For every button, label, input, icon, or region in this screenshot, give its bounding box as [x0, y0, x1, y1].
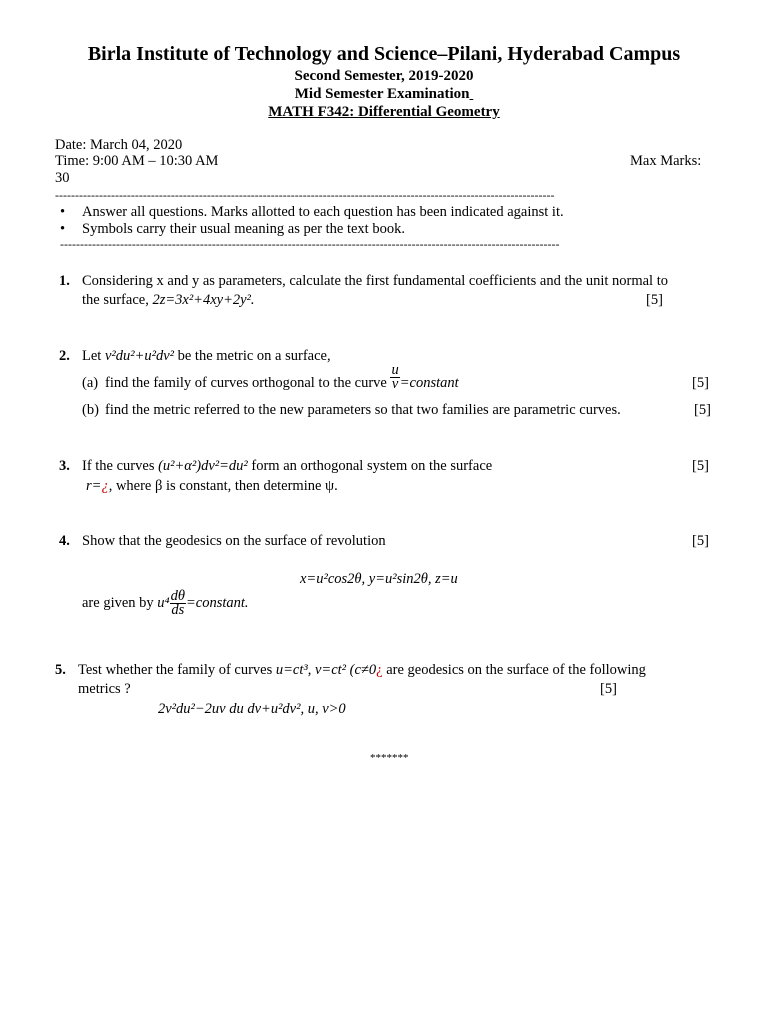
- question-4-constant: =constant.: [185, 595, 249, 611]
- question-3-marks: [5]: [692, 458, 709, 474]
- question-2-metric: v²du²+u²dv²: [104, 348, 174, 364]
- question-1-number: 1.: [59, 273, 70, 289]
- question-3-text: If the curves: [82, 458, 155, 474]
- semester-line: Second Semester, 2019-2020: [294, 68, 474, 84]
- question-2a: [105, 362, 459, 393]
- question-5-glyph: ¿: [376, 662, 383, 678]
- instruction-text: Symbols carry their usual meaning as per the text book.: [82, 221, 405, 237]
- bullet-icon: •: [60, 221, 66, 237]
- question-1-surface-label: the surface,: [82, 292, 149, 308]
- question-4-equation: x=u²cos2θ, y=u²sin2θ, z=u: [300, 571, 458, 587]
- bullet-icon: •: [60, 204, 66, 220]
- exam-name: Mid Semester Examination: [294, 86, 470, 102]
- question-1-marks: [5]: [646, 292, 663, 308]
- question-2-intro: [82, 348, 331, 365]
- institute-title: Birla Institute of Technology and Science–Pilani, Hyderabad Campus: [87, 43, 681, 65]
- question-1-text: Considering x and y as parameters, calculate the first fundamental coefficients and the unit normal to: [82, 273, 668, 289]
- question-2a-marks: [5]: [692, 375, 709, 391]
- question-3-number: 3.: [59, 458, 70, 474]
- fraction-numerator: dθ: [170, 588, 185, 604]
- separator-bottom: -----------------------------------------------------------------------------------------------------------------------------: [60, 237, 560, 251]
- question-4-number: 4.: [59, 533, 70, 549]
- instruction-item: [60, 204, 564, 221]
- question-4-text: Show that the geodesics on the surface of revolution: [82, 533, 386, 549]
- question-5-line2: metrics ?: [78, 681, 131, 697]
- fraction-denominator: ds: [171, 602, 185, 618]
- max-marks-value: 30: [55, 170, 70, 186]
- question-3-line2: [86, 478, 338, 495]
- course-line: MATH F342: Differential Geometry: [268, 104, 500, 120]
- question-5-tail: are geodesics on the surface of the following: [386, 662, 646, 678]
- separator-top: -----------------------------------------------------------------------------------------------------------------------------: [55, 188, 555, 202]
- question-2-let: Let: [82, 348, 102, 364]
- question-3-r: r=: [86, 478, 102, 494]
- exam-time: Time: 9:00 AM – 10:30 AM: [55, 153, 219, 169]
- question-2-number: 2.: [59, 348, 70, 364]
- exam-date: Date: March 04, 2020: [55, 137, 183, 153]
- question-2a-label: (a): [82, 375, 99, 391]
- question-3-tail: form an orthogonal system on the surface: [251, 458, 493, 474]
- question-5-number: 5.: [55, 662, 66, 678]
- exam-line: [0, 86, 768, 103]
- question-2a-fraction: [390, 364, 399, 391]
- question-2a-text: find the family of curves orthogonal to the curve: [105, 375, 387, 391]
- question-4-given-text: are given by: [82, 595, 154, 611]
- question-3-glyph: ¿: [101, 478, 109, 494]
- question-2a-constant: =constant: [399, 375, 459, 391]
- question-5-text: Test whether the family of curves: [78, 662, 273, 678]
- question-2-intro-tail: be the metric on a surface,: [177, 348, 331, 364]
- question-4-marks: [5]: [692, 533, 709, 549]
- question-5-metric: 2v²du²−2uv du dv+u²dv², u, v>0: [158, 701, 346, 717]
- question-5-curves: u=ct³, v=ct²: [275, 662, 347, 678]
- fraction-numerator: u: [391, 362, 399, 379]
- max-marks-label: Max Marks:: [630, 153, 702, 169]
- question-5-line1: [78, 662, 646, 679]
- question-3-line2-tail: , where β is constant, then determine ψ.: [108, 478, 338, 494]
- question-2b-text: find the metric referred to the new parameters so that two families are parametric curves.: [105, 402, 621, 418]
- question-2b-marks: [5]: [694, 402, 711, 418]
- question-5-condition: (c≠0: [349, 662, 377, 678]
- question-3-equation: (u²+α²)dv²=du²: [158, 458, 248, 474]
- question-1-equation: 2z=3x²+4xy+2y².: [152, 292, 255, 308]
- question-4-given: [82, 590, 249, 617]
- question-3-line1: [82, 458, 492, 475]
- question-5-marks: [5]: [600, 681, 617, 697]
- question-4-u4: u⁴: [157, 595, 170, 611]
- question-1-line2: [82, 292, 255, 309]
- instruction-text: Answer all questions. Marks allotted to each question has been indicated against it.: [82, 204, 564, 220]
- question-2b-label: (b): [82, 402, 99, 418]
- question-4-fraction: [170, 590, 186, 617]
- instruction-item: [60, 221, 405, 238]
- fraction-denominator: v: [391, 376, 399, 393]
- end-marker: *******: [370, 752, 409, 764]
